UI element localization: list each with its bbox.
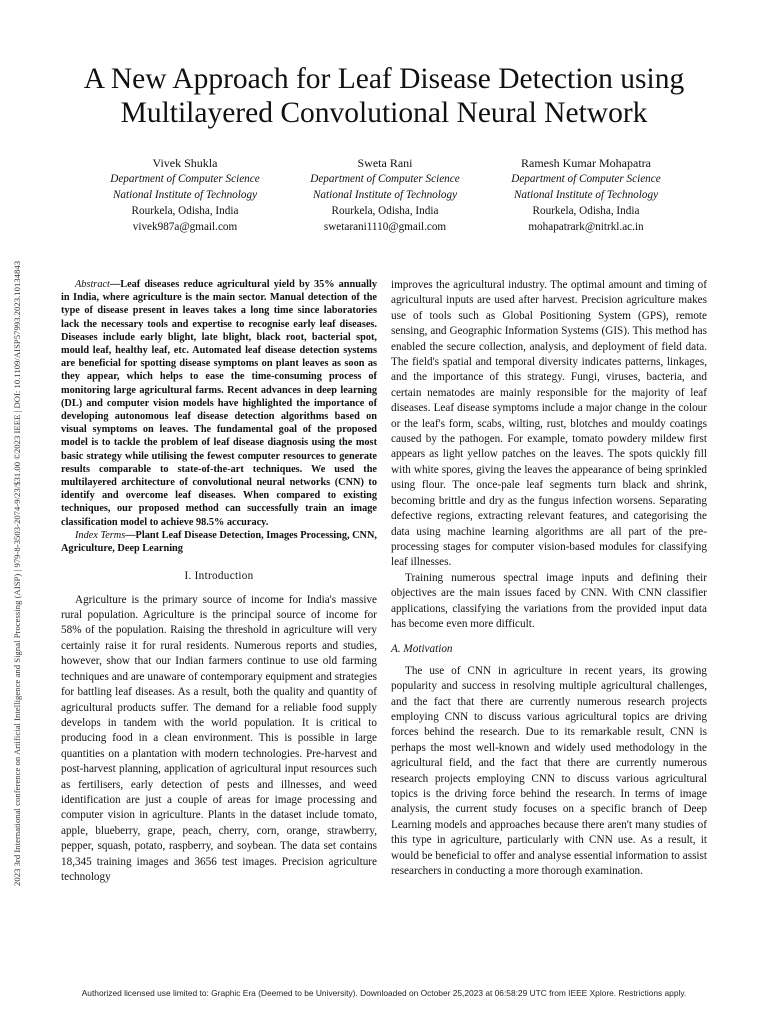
license-footer: Authorized licensed use limited to: Graphic Era (Deemed to be University). Downloaded on October 25,2023 at 06:58:29 UTC from IEEE Xplore. Restrictions apply. xyxy=(81,988,687,998)
section-heading-introduction: I. Introduction xyxy=(184,570,254,583)
author-email: vivek987a@gmail.com xyxy=(132,221,238,233)
index-terms-text: —Plant Leaf Disease Detection, Images Processing, CNN, Agriculture, Deep Learning xyxy=(61,529,378,555)
author-name: Vivek Shukla xyxy=(152,156,218,170)
abstract-text: —Leaf diseases reduce agricultural yield by 35% annually in India, where agriculture is the main sector. Manual detection of the type of disease present in leaves takes a long time since laboratories lack the necessary tools and expertise to recognise early leaf diseases. Diseases include early blight, late blight, black root, bacterial spot, mould leaf, healthy leaf, etc. Automated leaf disease detection systems are beneficial for spotting disease symptoms on plant leaves as soon as they appear, which helps to ease the time-consuming process of monitoring large agricultural farms. Recent advances in deep learning (DL) and computer vision models have highlighted the importance of developing autonomous leaf disease detection algorithms based on visual symptoms on leaves. The fundamental goal of the proposed model is to tackle the problem of leaf disease diagnosis using the most basic strategy while utilising the fewest computer resources to generate results comparable to state-of-the-art techniques. We used the multilayered architecture of convolutional neural networks (CNN) to identify and overcome leaf diseases. When compared to existing techniques, our proposed method can successfully train an image classification model to achieve 98.5% accuracy. xyxy=(61,279,377,528)
author-email: mohapatrark@nitrkl.ac.in xyxy=(528,221,644,233)
subsection-heading-motivation: A. Motivation xyxy=(391,643,453,656)
paper-title xyxy=(40,62,728,130)
author-dept: Department of Computer Science xyxy=(310,173,460,185)
author-block-1 xyxy=(80,155,290,235)
author-block-3 xyxy=(481,155,691,235)
author-name: Ramesh Kumar Mohapatra xyxy=(521,156,651,170)
right-column xyxy=(391,278,707,879)
index-terms xyxy=(61,529,377,555)
author-place: Rourkela, Odisha, India xyxy=(331,205,439,217)
title-line-1: A New Approach for Leaf Disease Detection using xyxy=(83,63,685,95)
side-doi-text: 2023 3rd International conference on Artificial Intelligence and Signal Processing (AISP) | 979-8-3503-2074-9/23/$31.00 ©2023 IEEE | DOI: 10.1109/AISP57993.2023.10134843 xyxy=(12,260,22,886)
abstract-label: Abstract xyxy=(75,279,110,290)
author-dept: Department of Computer Science xyxy=(511,173,661,185)
author-dept: Department of Computer Science xyxy=(110,173,260,185)
author-place: Rourkela, Odisha, India xyxy=(532,205,640,217)
author-place: Rourkela, Odisha, India xyxy=(131,205,239,217)
index-terms-label: Index Terms xyxy=(75,529,126,541)
intro-paragraph-2: Training numerous spectral image inputs and defining their objectives are the main issues faced by CNN. With CNN classifier applications, classifying the variations from the provided input data has become even more difficult. xyxy=(391,571,707,630)
abstract xyxy=(61,278,377,529)
author-inst: National Institute of Technology xyxy=(513,189,659,201)
intro-paragraph-1-continued: improves the agricultural industry. The optimal amount and timing of agricultural inputs are used after harvest. Precision agriculture makes use of tools such as Global Positioning System (GPS), remote sensing, and Geographic Information Systems (GIS). This method has enabled the secure collection, analysis, and deployment of field data. The field's spatial and temporal diversity indicates patterns, linkages, and the importance of this strategy. Fungi, viruses, bacteria, and certain nematodes are mainly responsible for the majority of leaf diseases. Leaf disease symptoms include a major change in the colour or the leaf's form, scabs, wilting, rust, blotches and mouldy coatings caused by the pathogen. For example, tomato powdery mildew first appears as light yellow patches on the leaves. The spots quickly fill with white spores, giving the leaves the appearance of being sprinkled using flour. The once-pale leaf segments turn black and shrink, becoming brittle and dry as the fungus infection worsens. Separating defective regions, extracting relevant features, and categorising the data using machine learning algorithms are all part of the pre-processing stages for computer vision-based modules for classifying leaf illnesses. xyxy=(391,279,707,569)
title-line-2: Multilayered Convolutional Neural Network xyxy=(120,97,648,129)
author-block-2 xyxy=(280,155,490,235)
author-inst: National Institute of Technology xyxy=(312,189,458,201)
motivation-paragraph: The use of CNN in agriculture in recent years, its growing popularity and success in resolving multiple agricultural challenges, and the fact that there are currently numerous research projects employing CNN to discuss various agricultural topics are driving forces behind the research. Due to its remarkable result, CNN is perhaps the most well-known and widely used methodology in the agricultural field, and the fact that there are currently numerous research projects employing CNN to discuss various agricultural topics is the driving force behind the research. In terms of image analysis, the current study focuses on a specific branch of Deep Learning models and approaches because there aren't many studies of this type in agriculture, particularly with CNN use. As a result, it would be beneficial to offer and analyse essential information to assist researchers in conducting a more thorough examination. xyxy=(391,664,707,878)
author-email: swetarani1110@gmail.com xyxy=(323,221,447,233)
author-inst: National Institute of Technology xyxy=(112,189,258,201)
left-column xyxy=(61,278,377,885)
intro-paragraph-1: Agriculture is the primary source of income for India's massive rural population. Agriculture is the principal source of income for 58% of the population. Raising the threshold in agriculture will very certainly raise it for rural residents. Numerous reports and studies, however, show that our Indian farmers continue to use old farming techniques and are unaware of contemporary equipment and strategies for battling leaf diseases. As a result, both the quality and quantity of agricultural products suffer. The demand for a reliable food supply develops in tandem with the world population. It is critical to producing food in a clean environment. This is possible in large quantities on a plantation with modern technologies. Pre-harvest and post-harvest planning, application of agricultural input resources such as fertilisers, early detection of pests and illnesses, and weed identification are just a couple of areas for image processing and computer vision in agriculture. Plants in the dataset include tomato, apple, blueberry, grape, peach, cherry, corn, orange, strawberry, pepper, squash, potato, raspberry, and soybean. The data set contains 18,345 training images and 3656 test images. Precision agriculture technology xyxy=(61,593,377,883)
author-name: Sweta Rani xyxy=(357,156,413,170)
